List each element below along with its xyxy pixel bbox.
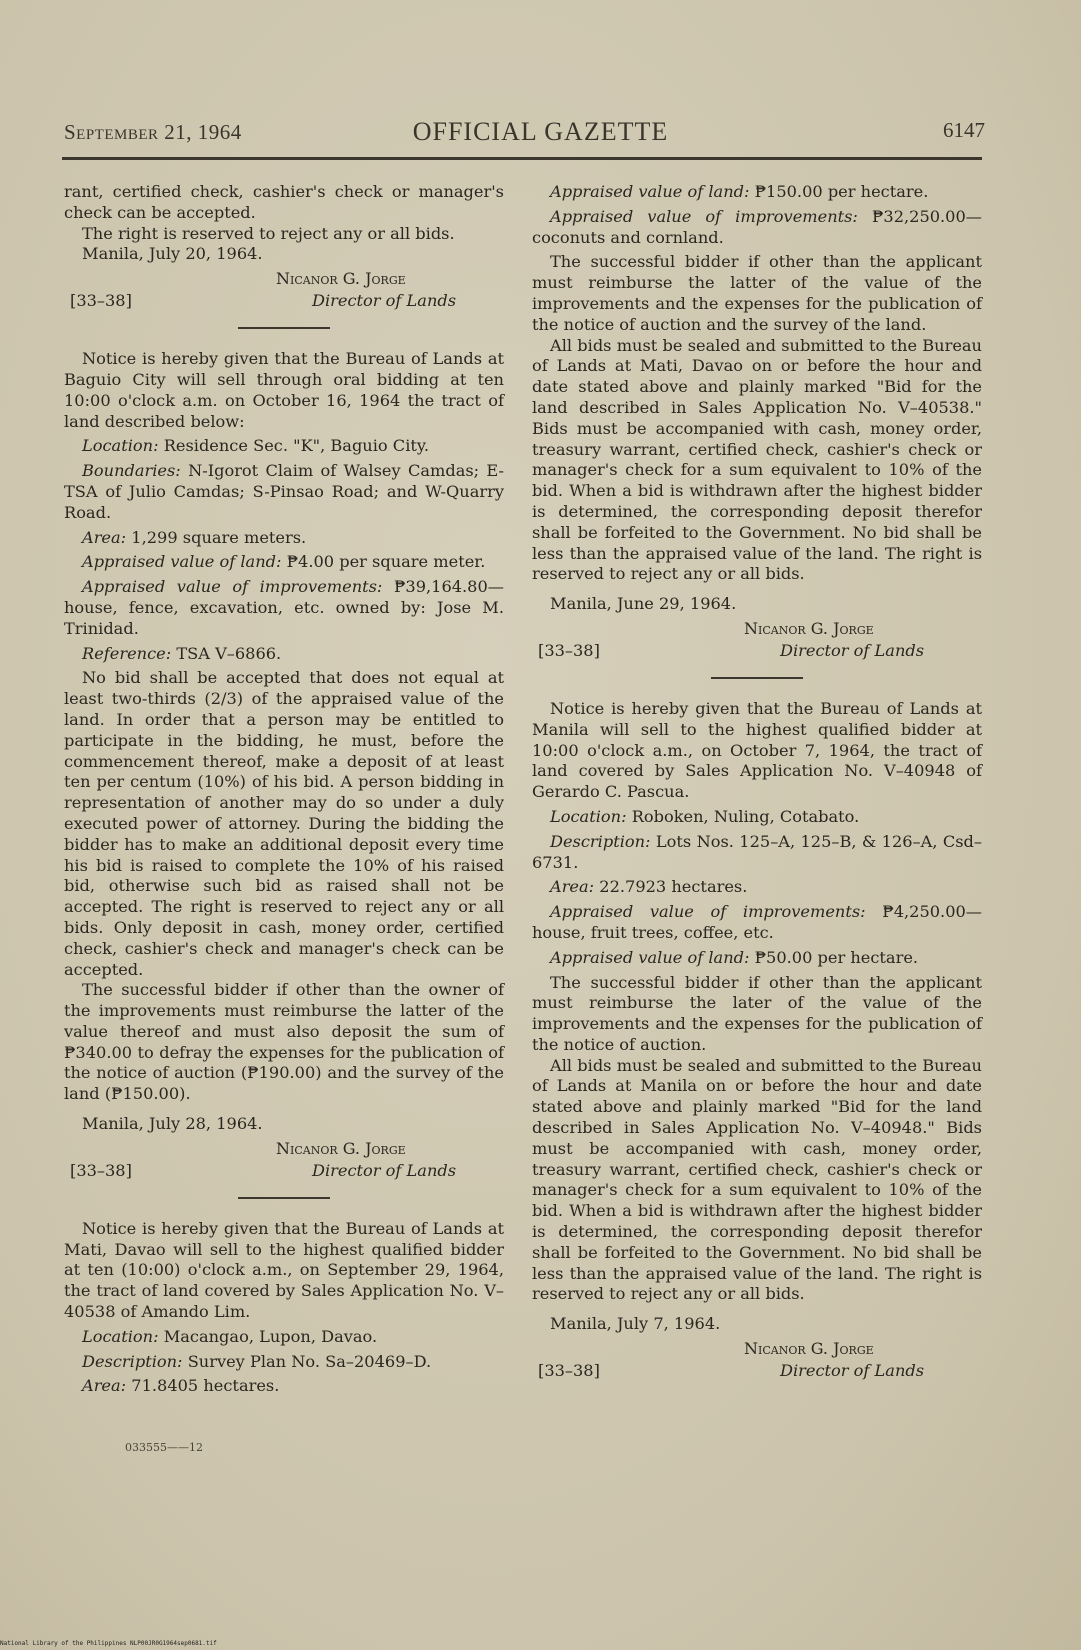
notice-improvements-value: Appraised value of improvements: ₱39,164.80—house, fence, excavation, etc. owned by: Jose M. Trinidad. xyxy=(64,577,504,638)
notice-area: Area: 71.8405 hectares. xyxy=(82,1376,280,1396)
notice-location: Location: Residence Sec. "K", Baguio City. xyxy=(82,436,430,456)
notice-intro: Notice is hereby given that the Bureau of Lands at Baguio City will sell through oral bidding at ten 10:00 o'clock a.m. on October 16, 1964 the tract of land described below: xyxy=(64,349,504,431)
signature-block xyxy=(532,1339,982,1383)
notice-date: Manila, July 28, 1964. xyxy=(82,1114,263,1134)
signatory-title: Director of Lands xyxy=(312,1160,457,1180)
notice-land-value: Appraised value of land: ₱150.00 per hectare. xyxy=(550,182,929,201)
signatory-title: Director of Lands xyxy=(780,640,925,660)
header-date: September 21, 1964 xyxy=(64,120,242,144)
notice-date: Manila, July 7, 1964. xyxy=(550,1314,721,1334)
notice-bidder-terms: The successful bidder if other than the owner of the improvements must reimburse the latter of the value thereof and must also deposit the sum of ₱340.00 to defray the expenses for the publication of the notice of auction (₱190.00) and the survey of the land (₱150.00). xyxy=(64,980,504,1104)
notice-description: Description: Survey Plan No. Sa–20469–D. xyxy=(82,1351,432,1371)
notice-date: Manila, June 29, 1964. xyxy=(550,594,737,614)
header-page-number: 6147 xyxy=(943,118,985,142)
continued-reserve: The right is reserved to reject any or all bids. xyxy=(82,223,455,243)
signatory-title: Director of Lands xyxy=(312,291,457,311)
signatory-name: Nicanor G. Jorge xyxy=(744,1339,874,1359)
notice-divider xyxy=(238,327,330,329)
left-column xyxy=(64,182,504,1397)
right-column xyxy=(532,182,982,1383)
continued-text: rant, certified check, cashier's check or manager's check can be accepted. xyxy=(64,182,504,222)
notice-improvements-value: Appraised value of improvements: ₱32,250.00—coconuts and cornland. xyxy=(532,206,982,247)
continued-date: Manila, July 20, 1964. xyxy=(82,244,263,264)
notice-land-value: Appraised value of land: ₱50.00 per hectare. xyxy=(550,947,919,967)
notice-divider xyxy=(711,677,803,679)
signature-block xyxy=(64,269,504,313)
signature-block xyxy=(64,1139,504,1183)
reference-code: [33–38] xyxy=(70,291,132,311)
notice-intro: Notice is hereby given that the Bureau of Lands at Mati, Davao will sell to the highest qualified bidder at ten (10:00) o'clock a.m., on September 29, 1964, the tract of land covered by Sales Application No. V–40538 of Amando Lim. xyxy=(64,1218,504,1322)
notice-reference: Reference: TSA V–6866. xyxy=(82,643,282,663)
notice-location: Location: Macangao, Lupon, Davao. xyxy=(82,1326,378,1346)
header-rule xyxy=(62,157,982,160)
notice-bid-rules: All bids must be sealed and submitted to the Bureau of Lands at Manila on or before the hour and date stated above and plainly marked "Bid for the land described in Sales Application No. V–40948." Bids must be accompanied with cash, money order, treasury warrant, certified check, cashier's check or manager's check for a sum equivalent to 10% of the bid. When a bid is withdrawn after the highest bidder is determined, the corresponding deposit therefor shall be forfeited to the Government. No bid shall be less than the appraised value of the land. The right is reserved to reject any or all bids. xyxy=(532,1055,982,1304)
notice-location: Location: Roboken, Nuling, Cotabato. xyxy=(550,806,860,826)
header-title: OFFICIAL GAZETTE xyxy=(412,117,669,146)
signatory-name: Nicanor G. Jorge xyxy=(276,1138,406,1158)
notice-land-value: Appraised value of land: ₱4.00 per square meter. xyxy=(82,552,486,572)
signatory-name: Nicanor G. Jorge xyxy=(276,269,406,289)
notice-bid-rules: All bids must be sealed and submitted to the Bureau of Lands at Mati, Davao on or before the hour and date stated above and plainly marked "Bid for the land described in Sales Application No. V–40538." Bids must be accompanied with cash, money order, treasury warrant, certified check, cashier's check or manager's check for a sum equivalent to 10% of the bid. When a bid is withdrawn after the highest bidder is determined, the corresponding deposit therefor shall be forfeited to the Government. No bid shall be less than the appraised value of the land. The right is reserved to reject any or all bids. xyxy=(532,335,982,584)
scan-source-caption: National Library of the Philippines NLP00JR0G1964sep0681.tif xyxy=(0,1640,217,1647)
notice-body: No bid shall be accepted that does not equal at least two-thirds (2/3) of the appraised value of the land. In order that a person may be entitled to participate in the bidding, he must, before the commencement thereof, make a deposit of at least ten per centum (10%) of his bid. A person bidding in representation of another may do so under a duly executed power of attorney. During the bidding the bidder has to make an additional deposit every time his bid is raised to complete the 10% of his raised bid, otherwise such bid as raised shall not be accepted. The right is reserved to reject any or all bids. Only deposit in cash, money order, certified check, cashier's check and manager's check can be accepted. xyxy=(64,668,504,979)
notice-bidder-terms: The successful bidder if other than the applicant must reimburse the later of the value of the improvements and the expenses for the publication of the notice of auction. xyxy=(532,972,982,1054)
notice-divider xyxy=(238,1197,330,1199)
notice-area: Area: 22.7923 hectares. xyxy=(550,877,748,897)
reference-code: [33–38] xyxy=(538,1361,600,1381)
notice-boundaries: Boundaries: N-Igorot Claim of Walsey Camdas; E-TSA of Julio Camdas; S-Pinsao Road; and W-Quarry Road. xyxy=(64,461,504,522)
printer-code: 033555——12 xyxy=(125,1441,203,1454)
signatory-title: Director of Lands xyxy=(780,1361,925,1381)
reference-code: [33–38] xyxy=(70,1160,132,1180)
signature-block xyxy=(532,619,982,663)
reference-code: [33–38] xyxy=(538,640,600,660)
notice-description: Description: Lots Nos. 125–A, 125–B, & 126–A, Csd–6731. xyxy=(532,831,982,872)
signatory-name: Nicanor G. Jorge xyxy=(744,618,874,638)
notice-intro: Notice is hereby given that the Bureau of Lands at Manila will sell to the highest qualified bidder at 10:00 o'clock a.m., on October 7, 1964, the tract of land covered by Sales Application No. V–40948 of Gerardo C. Pascua. xyxy=(532,698,982,802)
notice-improvements-value: Appraised value of improvements: ₱4,250.00—house, fruit trees, coffee, etc. xyxy=(532,902,982,942)
notice-bidder-terms: The successful bidder if other than the applicant must reimburse the latter of the value of the improvements and the expenses for the publication of the notice of auction and the survey of the land. xyxy=(532,252,982,334)
notice-area: Area: 1,299 square meters. xyxy=(82,527,307,547)
